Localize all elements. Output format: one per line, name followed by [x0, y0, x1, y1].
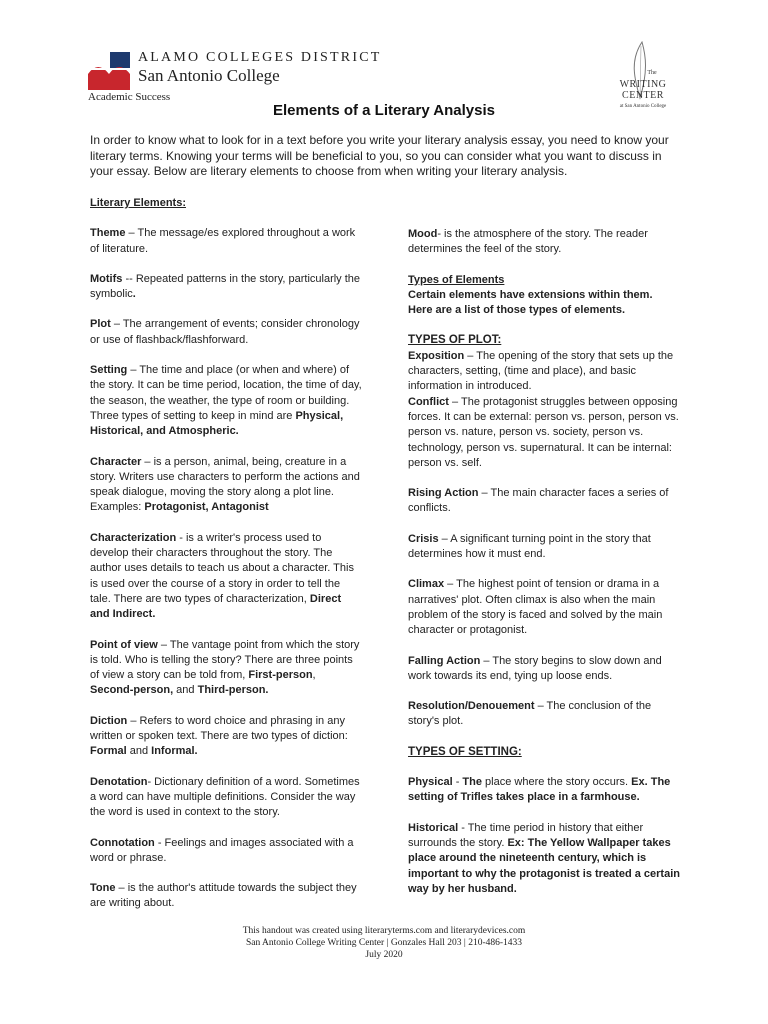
- connotation-entry: Connotation - Feelings and images associated with a word or phrase.: [90, 836, 354, 864]
- footer-contact: San Antonio College Writing Center | Gonzales Hall 203 | 210-486-1433: [245, 938, 523, 948]
- org-name: [138, 50, 381, 86]
- footer: [0, 925, 768, 961]
- theme-entry: Theme – The message/es explored throughout a work of literature.: [90, 227, 356, 255]
- left-column: [90, 196, 362, 912]
- department-name: Academic Success: [88, 91, 171, 103]
- wc-name: WRITING CENTER: [619, 79, 667, 101]
- crisis-entry: Crisis – A significant turning point in the story that determines how it must end.: [408, 532, 651, 561]
- rising-action-entry: Rising Action – The main character faces a series of conflicts.: [408, 487, 669, 515]
- page-title: Elements of a Literary Analysis: [272, 102, 496, 119]
- characterization-entry: Characterization - is a writer's process used to develop their characters throughout the story. The author uses details to teach us about a character. This is used over the course of a story in order to tell the tale. There are two types of characterization, Direct and Indirect.: [90, 531, 354, 621]
- types-of-plot-heading: TYPES OF PLOT:: [408, 334, 502, 347]
- tone-entry: Tone – is the author's attitude towards the subject they are writing about.: [90, 882, 357, 910]
- motifs-entry: Motifs -- Repeated patterns in the story, particularly the symbolic.: [90, 272, 361, 301]
- college-logo-icon: [88, 52, 130, 90]
- conflict-entry: Conflict – The protagonist struggles between opposing forces. It can be external: person vs. person, person vs. person vs. nature, person vs. society, person vs. technology, person vs. supernatural. It can be internal: person vs. self.: [408, 395, 679, 469]
- types-of-elements-heading: Types of Elements: [408, 273, 505, 286]
- climax-entry: Climax – The highest point of tension or drama in a narratives' plot. Often climax is also when the main problem of the story is faced and solved by the main character or protagonist.: [408, 578, 663, 637]
- types-of-setting-heading: TYPES OF SETTING:: [408, 745, 522, 758]
- character-entry: Character – is a person, animal, being, creature in a story. Writers use characters to perform the actions and speak dialogue, moving the story along a plot line. Examples: Protagonist, Antagonist: [90, 455, 360, 514]
- falling-action-entry: Falling Action – The story begins to slow down and work towards its end, tying up loose ends.: [408, 654, 662, 682]
- plot-entry: Plot – The arrangement of events; consider chronology or use of flashback/flashforward.: [90, 318, 360, 346]
- right-column: [408, 227, 680, 897]
- diction-entry: Diction – Refers to word choice and phrasing in any written or spoken text. There are two types of diction: Formal and Informal.: [90, 714, 348, 758]
- types-of-elements-text: Certain elements have extensions within them. Here are a list of those types of elements.: [408, 288, 653, 317]
- physical-setting-entry: Physical - The place where the story occurs. Ex. The setting of Trifles takes place in a farmhouse.: [408, 776, 671, 804]
- resolution-entry: Resolution/Denouement – The conclusion of the story's plot.: [408, 700, 652, 728]
- college-name: San Antonio College: [138, 66, 280, 85]
- district-name: ALAMO COLLEGES DISTRICT: [138, 50, 382, 65]
- wc-sub: at San Antonio College: [619, 104, 667, 109]
- intro-paragraph: In order to know what to look for in a text before you write your literary analysis essay, you need to know your literary terms. Knowing your terms will be beneficial to you, so you can consider what you want to discuss in your essay. Below are literary elements to choose from when writing your literary analysis.: [90, 133, 669, 178]
- denotation-entry: Denotation- Dictionary definition of a word. Sometimes a word can have multiple definitions. Consider the way the word is used in context to the story.: [90, 775, 360, 819]
- historical-setting-entry: Historical - The time period in history that either surrounds the story. Ex: The Yellow Wallpaper takes place around the nineteenth century, which is important to why the protagonist is treated a certain way by her husband.: [408, 821, 680, 895]
- wc-the: The: [647, 70, 657, 76]
- exposition-entry: Exposition – The opening of the story that sets up the characters, setting, (time and place), and basic information in introduced.: [408, 349, 674, 393]
- setting-entry: Setting – The time and place (or when and where) of the story. It can be time period, location, the time of day, the season, the weather, the type of room or building. Three types of setting to keep in mind are Physical, Historical, and Atmospheric.: [90, 364, 362, 438]
- footer-date: July 2020: [365, 950, 403, 960]
- footer-source: This handout was created using literaryterms.com and literarydevices.com: [242, 926, 526, 936]
- mood-entry: Mood- is the atmosphere of the story. The reader determines the feel of the story.: [408, 228, 648, 256]
- literary-elements-heading: Literary Elements:: [90, 197, 186, 209]
- point-of-view-entry: Point of view – The vantage point from which the story is told. Who is telling the story? There are three points of view a story can be told from, First-person, Second-person, and Third-person.: [90, 638, 360, 697]
